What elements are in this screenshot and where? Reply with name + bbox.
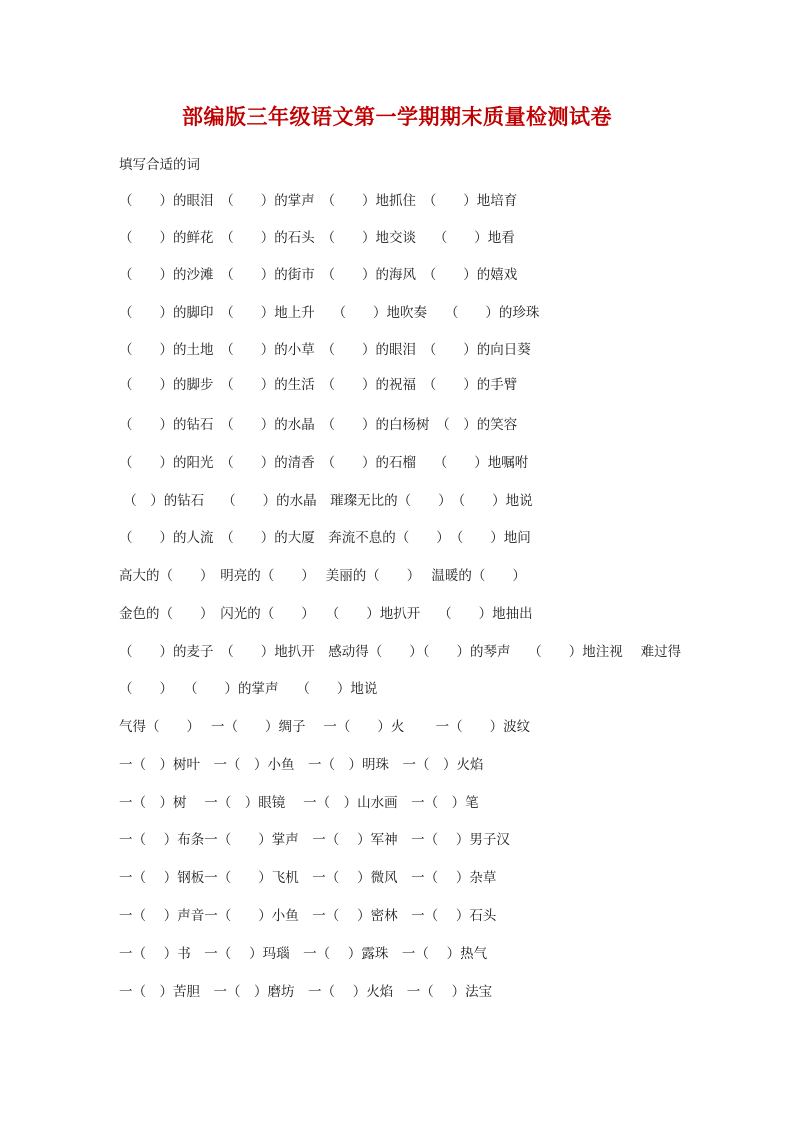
exercise-line-16: 一（ ）树叶 一（ ）小鱼 一（ ）明珠 一（ ）火焰 [119,757,484,773]
exercise-line-22: 一（ ）苦胆 一（ ）磨坊 一（ ）火焰 一（ ）法宝 [119,984,493,1000]
page-title: 部编版三年级语文第一学期期末质量检测试卷 [182,104,612,129]
exercise-line-10: （ ）的人流 （ ）的大厦 奔流不息的（ ） （ ）地问 [119,530,531,546]
exercise-line-12: 金色的（ ） 闪光的（ ） （ ）地扒开 （ ）地抽出 [119,606,533,622]
exercise-line-21: 一（ ）书 一（ ）玛瑙 一（ ）露珠 一（ ）热气 [119,946,488,962]
exercise-line-11: 高大的（ ） 明亮的（ ） 美丽的（ ） 温暖的（ ） [119,568,526,584]
exercise-line-20: 一（ ）声音一（ ）小鱼 一（ ）密林 一（ ）石头 [119,908,497,924]
exercise-line-17: 一（ ）树 一（ ）眼镜 一（ ）山水画 一（ ）笔 [119,795,479,811]
exercise-line-8: （ ）的阳光 （ ）的清香 （ ）的石榴 （ ）地嘱咐 [119,455,529,471]
exercise-line-19: 一（ ）钢板一（ ）飞机 一（ ）微风 一（ ）杂草 [119,870,497,886]
exercise-line-5: （ ）的土地 （ ）的小草 （ ）的眼泪 （ ）的向日葵 [119,342,531,358]
section-heading: 填写合适的词 [119,157,200,173]
exercise-line-13: （ ）的麦子 （ ）地扒开 感动得（ ）（ ）的琴声 （ ）地注视 难过得 [119,644,682,660]
exercise-line-18: 一（ ）布条一（ ）掌声 一（ ）军神 一（ ）男子汉 [119,832,510,848]
exercise-line-9: （ ）的钻石 （ ）的水晶 璀璨无比的（ ） （ ）地说 [119,493,533,509]
exercise-line-1: （ ）的眼泪 （ ）的掌声 （ ）地抓住 （ ）地培育 [119,193,518,209]
exercise-line-14: （ ） （ ）的掌声 （ ）地说 [119,681,378,697]
exercise-line-3: （ ）的沙滩 （ ）的街市 （ ）的海风 （ ）的嬉戏 [119,267,518,283]
exercise-line-2: （ ）的鲜花 （ ）的石头 （ ）地交谈 （ ）地看 [119,230,515,246]
exercise-line-4: （ ）的脚印 （ ）地上升 （ ）地吹奏 （ ）的珍珠 [119,305,540,321]
exercise-line-15: 气得（ ） 一（ ）绸子 一（ ）火 一（ ）波纹 [119,719,531,735]
exercise-line-6: （ ）的脚步 （ ）的生活 （ ）的祝福 （ ）的手臂 [119,377,518,393]
exercise-line-7: （ ）的钻石 （ ）的水晶 （ ）的白杨树 （ ）的笑容 [119,417,518,433]
